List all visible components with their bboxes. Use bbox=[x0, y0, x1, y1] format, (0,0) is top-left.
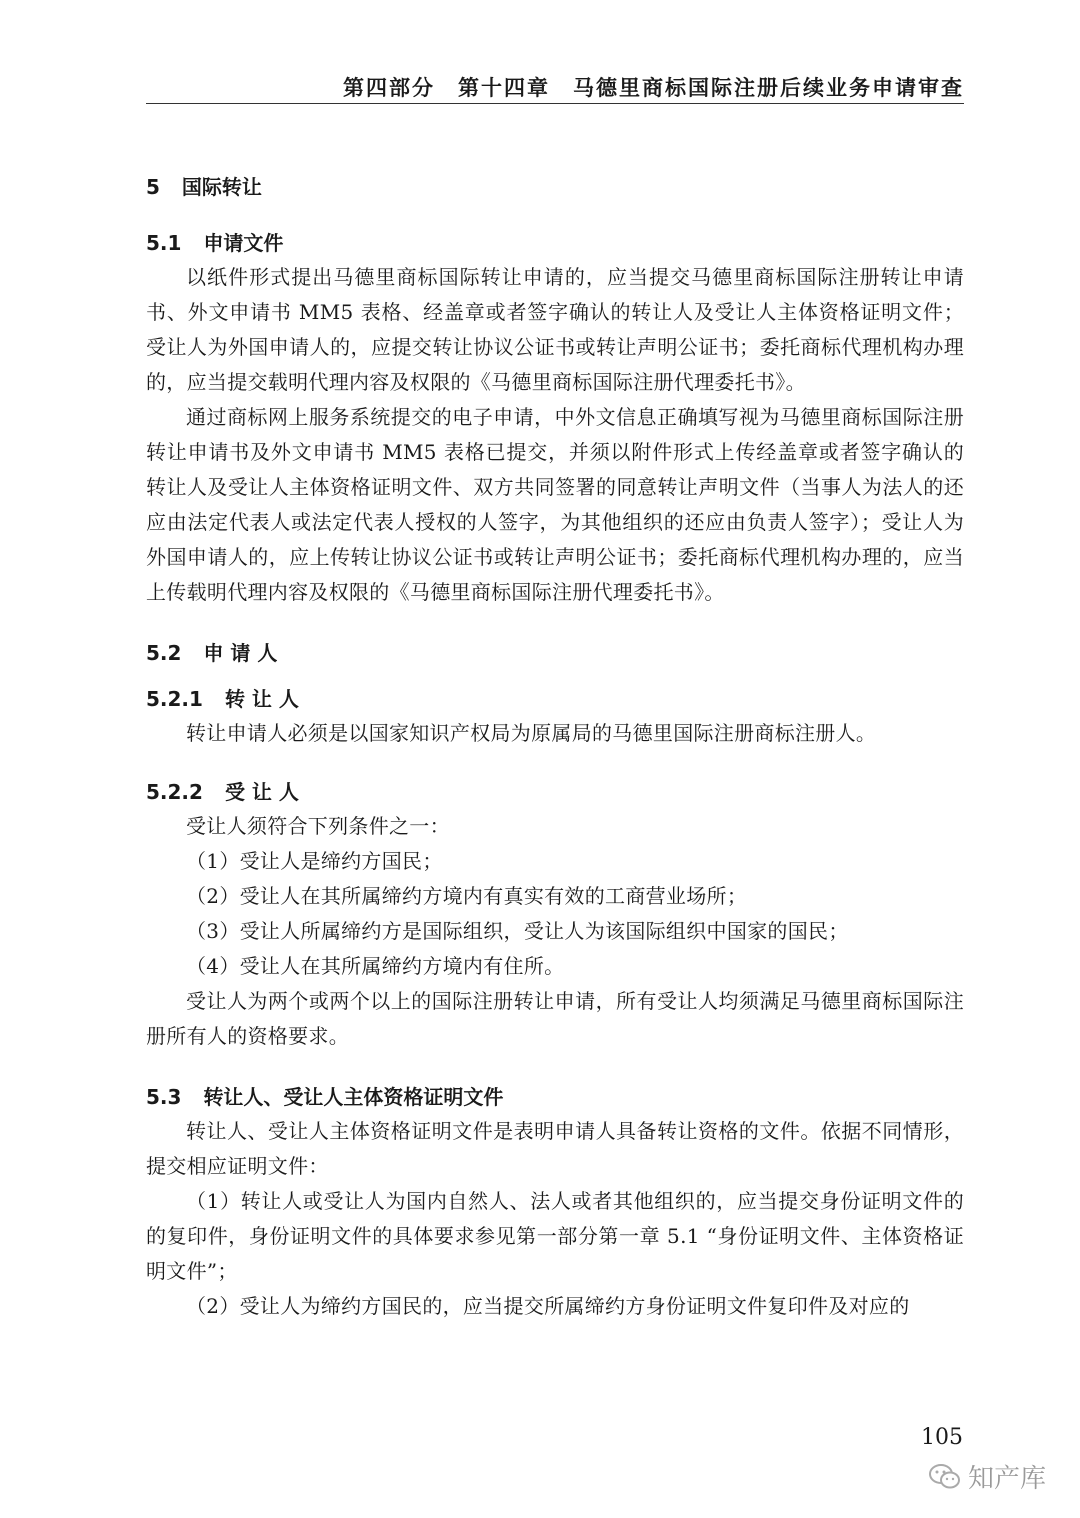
list-item: （2）受让人在其所属缔约方境内有真实有效的工商营业场所； bbox=[186, 884, 748, 908]
section-number: 5.2.1 bbox=[146, 687, 203, 711]
section-title: 申 请 人 bbox=[203, 641, 278, 665]
paragraph: 转让人、受让人主体资格证明文件是表明申请人具备转让资格的文件。依据不同情形，提交相应证明文件： bbox=[146, 1119, 964, 1178]
section-5-3-heading bbox=[146, 1080, 964, 1114]
section-5-1-heading bbox=[146, 226, 964, 260]
section-number: 5.2 bbox=[146, 641, 182, 665]
paragraph: 受让人须符合下列条件之一： bbox=[186, 814, 450, 838]
section-5-heading bbox=[146, 170, 964, 204]
header-rule bbox=[146, 103, 964, 104]
page-body bbox=[146, 170, 964, 1324]
paragraph: 受让人为两个或两个以上的国际注册转让申请，所有受让人均须满足马德里商标国际注册所有人的资格要求。 bbox=[146, 989, 964, 1048]
section-5-2-heading bbox=[146, 636, 964, 670]
list-item: （2）受让人为缔约方国民的，应当提交所属缔约方身份证明文件复印件及对应的 bbox=[186, 1294, 910, 1318]
section-title: 国际转让 bbox=[181, 175, 262, 199]
section-5-2-2-heading bbox=[146, 775, 964, 809]
running-header: 第四部分 第十四章 马德里商标国际注册后续业务申请审查 bbox=[343, 75, 964, 100]
wechat-icon bbox=[928, 1462, 962, 1492]
section-number: 5.1 bbox=[146, 231, 182, 255]
section-number: 5.3 bbox=[146, 1085, 182, 1109]
section-title: 受 让 人 bbox=[224, 780, 299, 804]
paragraph: 通过商标网上服务系统提交的电子申请，中外文信息正确填写视为马德里商标国际注册转让申请书及外文申请书 MM5 表格已提交，并须以附件形式上传经盖章或者签字确认的转让人及受让人主体资格证明文件、双方共同签署的同意转让声明文件（当事人为法人的还应由法定代表人或法定代表人授权的人签字，为其他组织的还应由负责人签字）；受让人为外国申请人的，应上传转让协议公证书或转让声明公证书；委托商标代理机构办理的，应当上传载明代理内容及权限的《马德里商标国际注册代理委托书》。 bbox=[146, 405, 964, 604]
watermark bbox=[928, 1458, 1046, 1495]
section-number: 5 bbox=[146, 175, 160, 199]
section-title: 转 让 人 bbox=[224, 687, 299, 711]
watermark-text: 知产库 bbox=[968, 1464, 1047, 1494]
list-item: （4）受让人在其所属缔约方境内有住所。 bbox=[186, 954, 565, 978]
list-item: （1）受让人是缔约方国民； bbox=[186, 849, 443, 873]
section-5-2-1-heading bbox=[146, 682, 964, 716]
section-title: 转让人、受让人主体资格证明文件 bbox=[203, 1085, 504, 1109]
section-title: 申请文件 bbox=[203, 231, 284, 255]
list-item: （1）转让人或受让人为国内自然人、法人或者其他组织的，应当提交身份证明文件的的复印件，身份证明文件的具体要求参见第一部分第一章 5.1 “身份证明文件、主体资格证明文件”； bbox=[146, 1189, 964, 1283]
section-number: 5.2.2 bbox=[146, 780, 203, 804]
list-item: （3）受让人所属缔约方是国际组织，受让人为该国际组织中国家的国民； bbox=[186, 919, 849, 943]
paragraph: 转让申请人必须是以国家知识产权局为原属局的马德里国际注册商标注册人。 bbox=[186, 721, 877, 745]
paragraph: 以纸件形式提出马德里商标国际转让申请的，应当提交马德里商标国际注册转让申请书、外文申请书 MM5 表格、经盖章或者签字确认的转让人及受让人主体资格证明文件；受让人为外国申请人的，应提交转让协议公证书或转让声明公证书；委托商标代理机构办理的，应当提交载明代理内容及权限的《马德里商标国际注册代理委托书》。 bbox=[146, 265, 964, 394]
page-number: 105 bbox=[921, 1425, 963, 1450]
